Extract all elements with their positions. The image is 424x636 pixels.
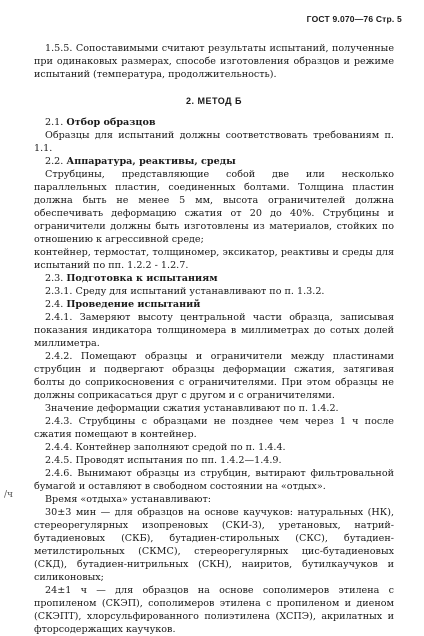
paragraph-2-4-5: 2.4.5. Проводят испытания по пп. 1.4.2—1.4.9.	[45, 455, 282, 466]
paragraph-2-1-body: Образцы для испытаний должны соответствовать требованиям п. 1.1.	[34, 130, 394, 154]
paragraph-2-3-1: 2.3.1. Среду для испытаний устанавливают по п. 1.3.2.	[45, 286, 325, 297]
heading-2-3	[34, 272, 394, 285]
paragraph-1-5-5: 1.5.5. Сопоставимыми считают результаты испытаний, полученные при одинаковых размерах, способе изготовления образцов и режиме испытаний (температура, продолжительность).	[34, 43, 394, 80]
page-header: ГОСТ 9.070—76 Стр. 5	[306, 14, 402, 24]
heading-number: 2.1.	[45, 117, 64, 128]
document-body	[34, 42, 394, 636]
heading-text: Подготовка к испытаниям	[66, 273, 218, 284]
paragraph-rest-time: Время «отдыха» устанавливают:	[45, 494, 212, 505]
heading-number: 2.3.	[45, 273, 64, 284]
heading-text: Проведение испытаний	[66, 299, 201, 310]
paragraph-2-2-body: Струбцины, представляющие собой две или несколько параллельных пластин, соединенных болтами. Толщина пластин должна быть не менее 5 мм, высота ограничителей должна обеспечивать деформацию сжатия от 20 до 40%. Струбцины и ограничители должны быть изготовлены из материалов, стойких по отношению к агрессивной среде;	[34, 169, 394, 245]
heading-text: Аппаратура, реактивы, среды	[66, 156, 236, 167]
paragraph-deformation: Значение деформации сжатия устанавливают по п. 1.4.2.	[45, 403, 339, 414]
paragraph-30-min: 30±3 мин — для образцов на основе каучуков: натуральных (НК), стереорегулярных изопреновых (СКИ-3), уретановых, натрий-бутадиеновых (СКБ), бутадиен-стирольных (СКС), бутадиен-метилстирольных (СКМС), стереорегулярных цис-бутадиеновых (СКД), бутадиен-нитрильных (СКН), наиритов, бутилкаучуков и силиконовых;	[34, 507, 394, 583]
section-title-method-b: 2. МЕТОД Б	[185, 96, 243, 106]
heading-2-1	[34, 116, 394, 129]
paragraph-2-4-2: 2.4.2. Помещают образцы и ограничители между пластинами струбцин и подвергают образцы деформации сжатия, затягивая болты до соприкосновения с ограничителями. При этом образцы не должны соприкасаться друг с другом и с ограничителями.	[34, 351, 394, 401]
paragraph-2-4-4: 2.4.4. Контейнер заполняют средой по п. 1.4.4.	[45, 442, 286, 453]
paragraph-2-4-6: 2.4.6. Вынимают образцы из струбцин, вытирают фильтровальной бумагой и оставляют в свободном состоянии на «отдых».	[34, 468, 394, 492]
heading-2-2	[34, 155, 394, 168]
heading-number: 2.4.	[45, 299, 64, 310]
paragraph-2-4-1: 2.4.1. Замеряют высоту центральной части образца, записывая показания индикатора толщиномера в миллиметрах до сотых долей миллиметра.	[34, 312, 394, 349]
heading-number: 2.2.	[45, 156, 64, 167]
paragraph-2-4-3: 2.4.3. Струбцины с образцами не позднее чем через 1 ч после сжатия помещают в контейнер.	[34, 416, 394, 440]
paragraph-2-2-list: контейнер, термостат, толщиномер, эксикатор, реактивы и среды для испытаний по пп. 1.2.2 - 1.2.7.	[34, 247, 394, 271]
margin-mark: /ч	[4, 490, 13, 500]
heading-text: Отбор образцов	[66, 117, 156, 128]
paragraph-24-h: 24±1 ч — для образцов на основе сополимеров этилена с пропиленом (СКЭП), сополимеров этилена с пропиленом и диеном (СКЭПТ), хлорсульфированного полиэтилена (ХСПЭ), акрилатных и фторсодержащих каучуков.	[34, 585, 394, 635]
heading-2-4	[34, 298, 394, 311]
